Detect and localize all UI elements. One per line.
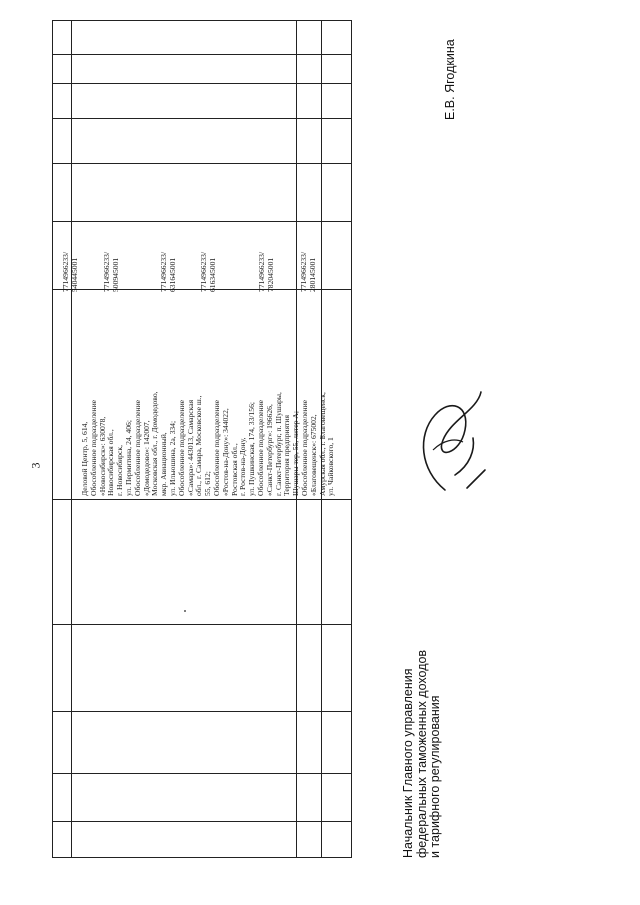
kpp-value: 616345001 xyxy=(208,257,217,292)
address-line: «Благовещенск»: 675002, xyxy=(308,414,318,496)
table-rule xyxy=(53,773,351,774)
address-line: г. Ростов-на-Дону, xyxy=(238,437,248,496)
table-rule xyxy=(53,118,351,119)
inn-value: 7714966233/ xyxy=(199,251,208,292)
table-rule xyxy=(53,163,351,164)
address-line: Ростовская обл., xyxy=(229,443,239,496)
address-line: Обособленное подразделение xyxy=(132,399,142,496)
kpp-value: 280145001 xyxy=(308,257,317,292)
address-line: Шушары тер, 55, литер А; xyxy=(291,411,301,496)
address-line: Территория предприятия xyxy=(282,415,292,496)
address-line: «Самара»: 443013, Самарская xyxy=(185,399,195,496)
address-line: мкр. Авиационный, xyxy=(159,432,169,496)
title-line: и тарифного регулирования xyxy=(428,695,442,858)
scan-mark xyxy=(184,610,186,612)
address-line: Обособленное подразделение xyxy=(300,399,309,496)
inn-value: 7714966233/ xyxy=(159,251,168,292)
address-line: «Домодедово»: 142007, xyxy=(141,420,151,496)
address-line: «Ростов-на-Дону»: 344022, xyxy=(220,408,230,496)
table-rule xyxy=(53,54,351,55)
address-line: ул. Ильюшина, 2а, 334; xyxy=(168,420,177,496)
table-rule xyxy=(53,624,351,625)
address-line: Обособленное подразделение xyxy=(176,399,186,496)
address-line: 55, 612; xyxy=(203,471,213,496)
address-line: Московская обл., г. Домодедово, xyxy=(150,391,160,496)
kpp-value: 782045001 xyxy=(266,257,275,292)
inn-value: 7714966233/ xyxy=(257,251,266,292)
address-line: «Санкт-Петербург»: 196626, xyxy=(264,404,274,496)
kpp-value: 500945001 xyxy=(111,257,120,292)
signatory-title xyxy=(402,628,443,858)
signatory-name: Е.В. Ягодкина xyxy=(443,39,457,120)
inn-value: 7714966233/ xyxy=(61,251,70,292)
address-line: г. Санкт-Петербург, п. Шушары, xyxy=(273,392,283,496)
address-line: Амурская обл., г. Благовещенск, xyxy=(317,392,327,496)
kpp-value: 631645001 xyxy=(168,257,177,292)
title-line: федеральных таможенных доходов xyxy=(414,649,429,858)
address-line: Деловой Центр, 5, 614, xyxy=(80,421,89,496)
table-rule xyxy=(53,711,351,712)
table-rule xyxy=(71,21,72,857)
table-rule xyxy=(53,83,351,84)
title-line: Начальник Главного управления xyxy=(401,668,415,858)
address-line: обл., г. Самара, Московское ш., xyxy=(194,395,204,496)
inn-value: 7714966233/ xyxy=(299,251,308,292)
inn-value: 7714966233/ xyxy=(102,251,111,292)
table-rule xyxy=(53,499,351,500)
address-line: Новосибирская обл., xyxy=(106,429,116,496)
table-rule xyxy=(53,221,351,222)
kpp-value: 540445001 xyxy=(70,257,79,292)
address-line: Обособленное подразделение xyxy=(88,399,98,496)
address-line: ул. Чайковского, 1 xyxy=(326,437,336,496)
address-line: ул. Пушкинская, 174, 33/156; xyxy=(247,402,257,496)
table-rule xyxy=(53,821,351,822)
address-line: Обособленное подразделение xyxy=(256,399,265,496)
address-line: ул. Пермитина, 24, 406; xyxy=(124,420,133,496)
page-number: 3 xyxy=(28,462,43,469)
handwritten-signature xyxy=(415,380,495,500)
address-line: Обособленное подразделение xyxy=(212,399,221,496)
address-line: «Новосибирск»: 630078, xyxy=(97,416,107,496)
address-line: г. Новосибирск, xyxy=(115,445,125,496)
